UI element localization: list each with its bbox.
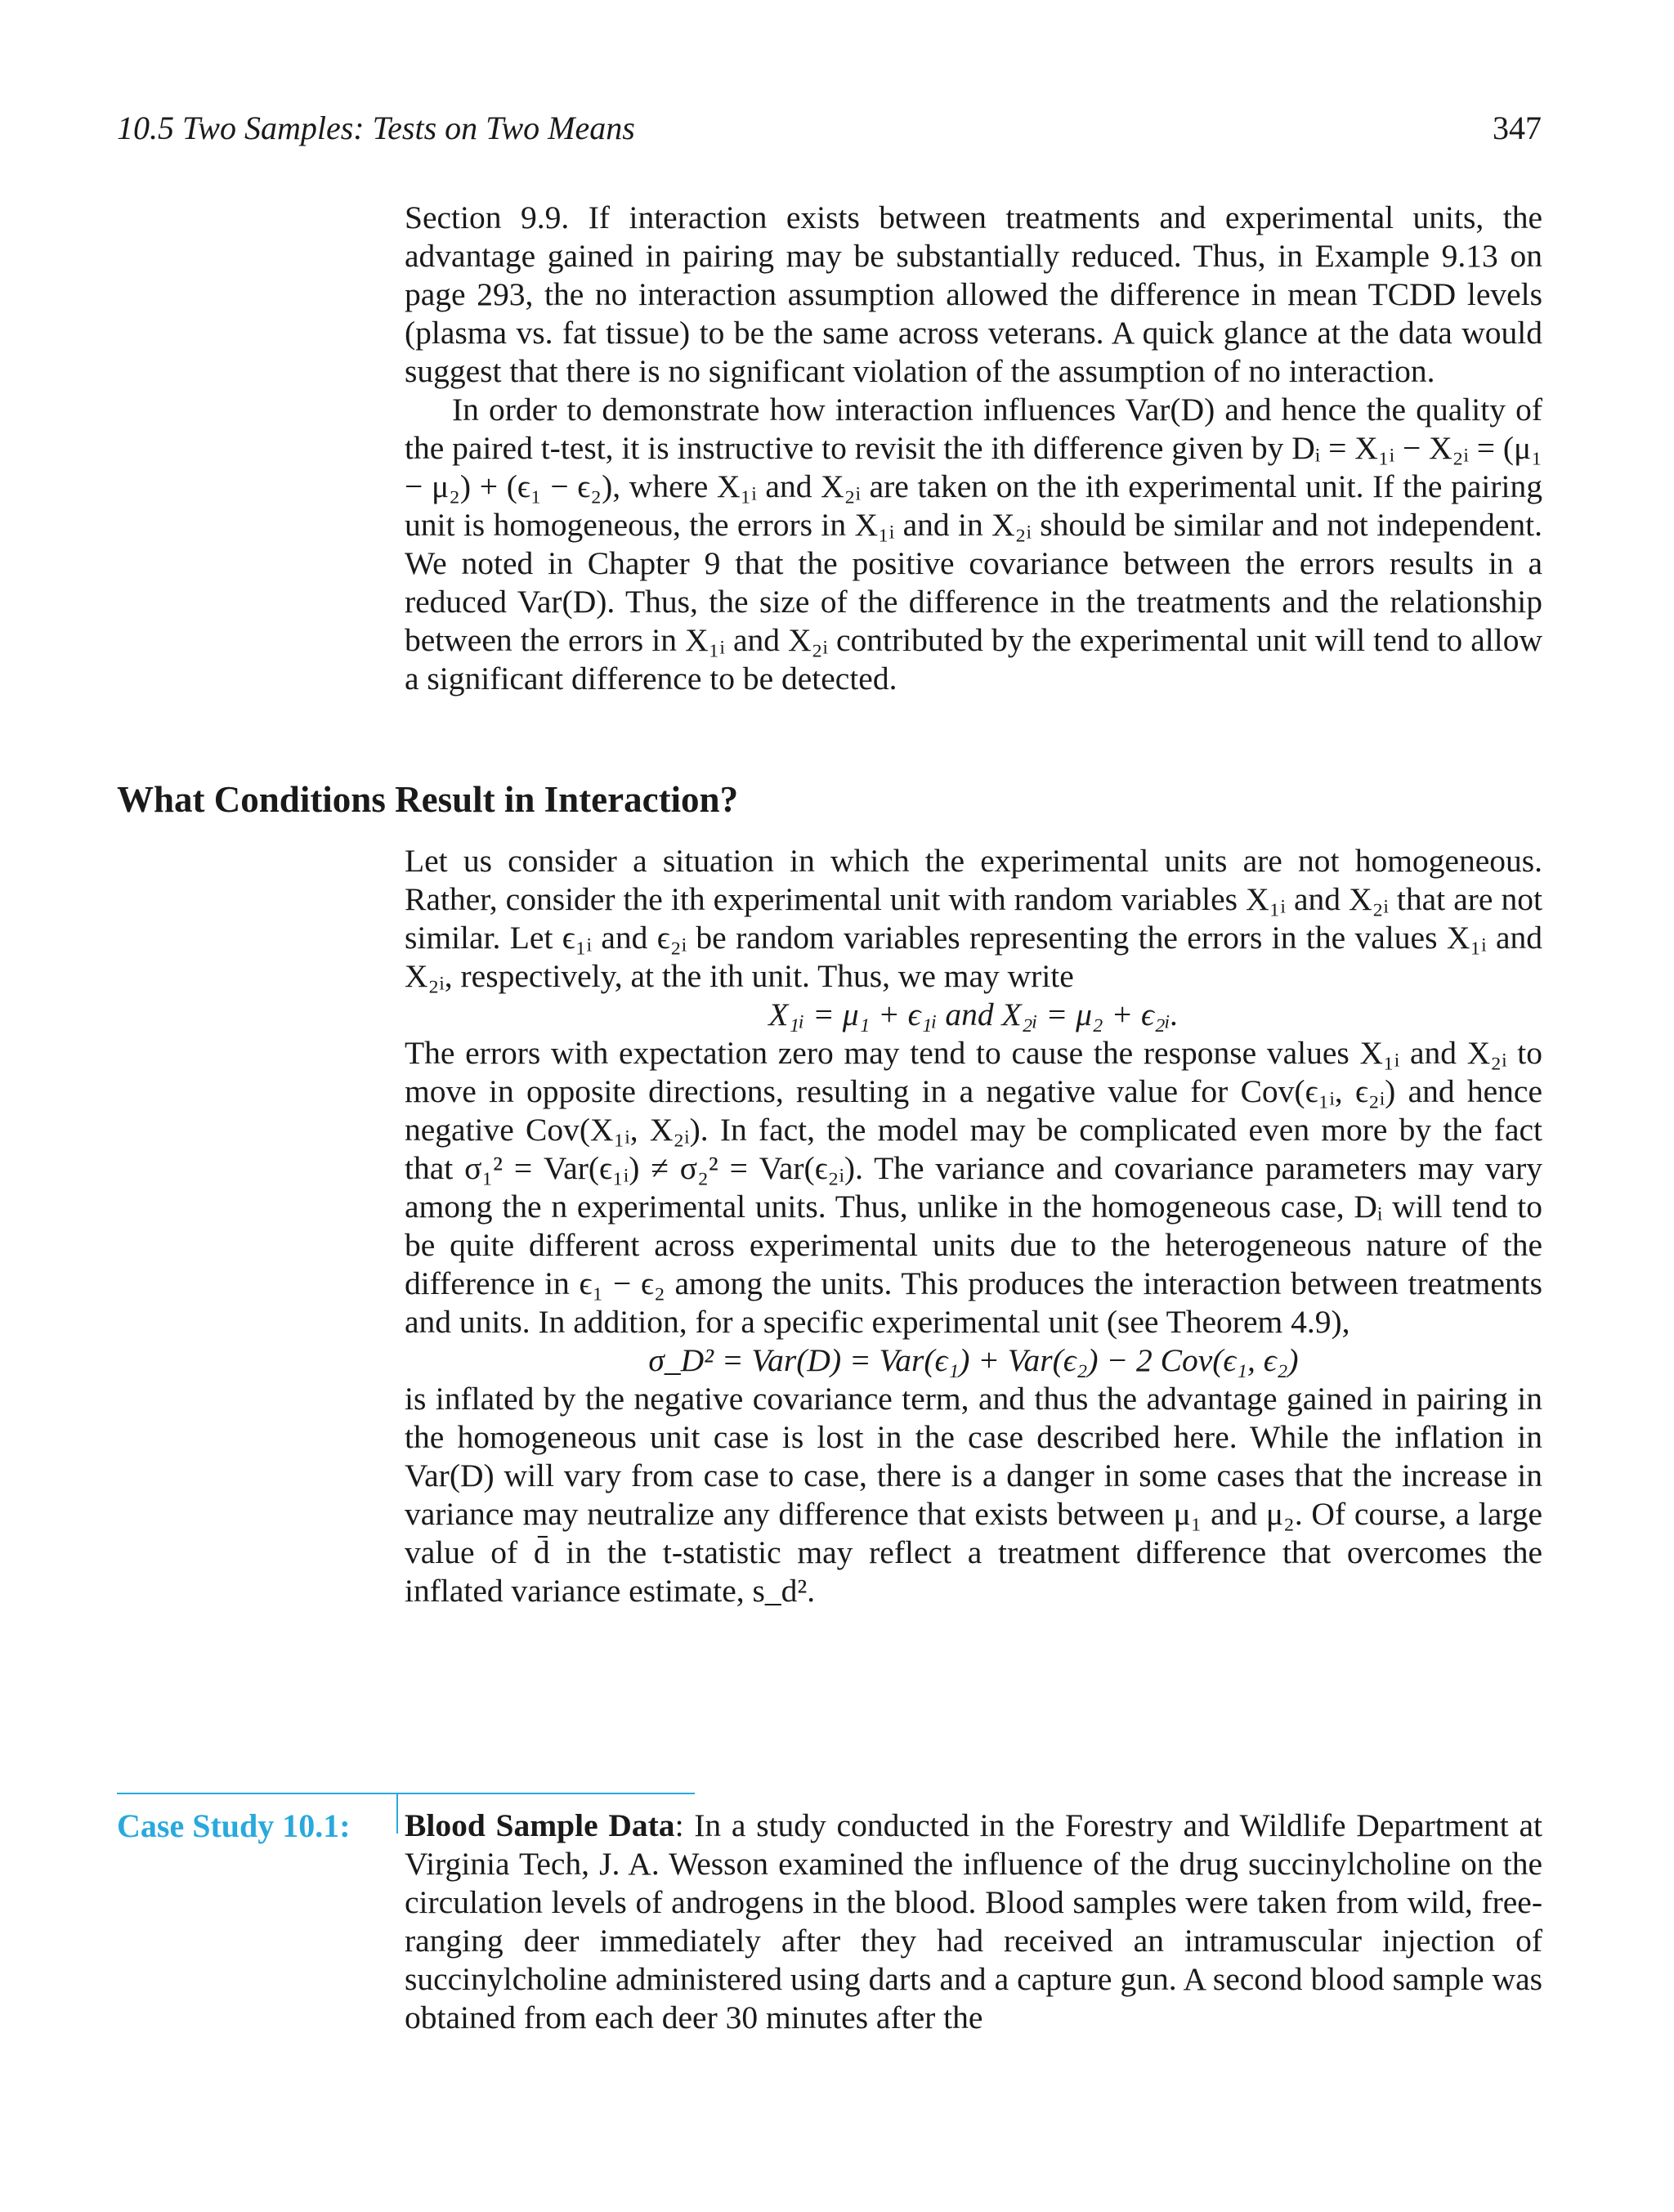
intro-text-block <box>405 199 1542 698</box>
case-study-label: Case Study 10.1: <box>117 1807 351 1844</box>
paragraph-5: is inflated by the negative covariance term, and thus the advantage gained in pairing in the homogeneous unit case is lost in the case described here. While the inflation in Var(D) will vary from case to case, there is a danger in some cases that the increase in variance may neutralize any difference that exists between μ₁ and μ₂. Of course, a large value of d̄ in the t-statistic may reflect a treatment difference that overcomes the inflated variance estimate, s_d². <box>405 1381 1542 1609</box>
case-study-vertical-rule <box>396 1793 398 1834</box>
paragraph-4: The errors with expectation zero may tend to cause the response values X₁ᵢ and X₂ᵢ to move in opposite directions, resulting in a negative value for Cov(ϵ₁ᵢ, ϵ₂ᵢ) and hence negative Cov(X₁ᵢ, X₂ᵢ). In fact, the model may be complicated even more by the fact that σ₁² = Var(ϵ₁ᵢ) ≠ σ₂² = Var(ϵ₂ᵢ). The variance and covariance parameters may vary among the n experimental units. Thus, unlike in the homogeneous case, Dᵢ will tend to be quite different across experimental units due to the heterogeneous nature of the difference in ϵ₁ − ϵ₂ among the units. This produces the interaction between treatments and units. In addition, for a specific experimental unit (see Theorem 4.9), <box>405 1035 1542 1340</box>
case-study-rule <box>117 1793 695 1794</box>
paragraph-2: In order to demonstrate how interaction influences Var(D) and hence the quality of the paired t-test, it is instructive to revisit the ith difference given by Dᵢ = X₁ᵢ − X₂ᵢ = (μ₁ − μ₂) + (ϵ₁ − ϵ₂), where X₁ᵢ and X₂ᵢ are taken on the ith experimental unit. If the pairing unit is homogeneous, the errors in X₁ᵢ and in X₂ᵢ should be similar and not independent. We noted in Chapter 9 that the positive covariance between the errors results in a reduced Var(D). Thus, the size of the difference in the treatments and the relationship between the errors in X₁ᵢ and X₂ᵢ contributed by the experimental unit will tend to allow a significant difference to be detected. <box>405 392 1542 696</box>
case-study-title: Blood Sample Data <box>405 1807 675 1843</box>
case-study-text: : In a study conducted in the Forestry and Wildlife Department at Virginia Tech, J. A. Wesson examined the influence of the drug succinylcholine on the circulation levels of androgens in the blood. Blood samples were taken from wild, free-ranging deer immediately after they had received an intramuscular injection of succinylcholine administered using darts and a capture gun. A second blood sample was obtained from each deer 30 minutes after the <box>405 1807 1542 2035</box>
section-title: 10.5 Two Samples: Tests on Two Means <box>117 110 635 146</box>
case-study-paragraph <box>405 1807 1542 2037</box>
paragraph-1: Section 9.9. If interaction exists between treatments and experimental units, the advantage gained in pairing may be substantially reduced. Thus, in Example 9.13 on page 293, the no interaction assumption allowed the difference in mean TCDD levels (plasma vs. fat tissue) to be the same across veterans. A quick glance at the data would suggest that there is no significant violation of the assumption of no interaction. <box>405 199 1542 389</box>
equation-2: σ_D² = Var(D) = Var(ϵ₁) + Var(ϵ₂) − 2 Cov(ϵ₁, ϵ₂) <box>648 1342 1299 1378</box>
equation-1: X₁ᵢ = μ₁ + ϵ₁ᵢ and X₂ᵢ = μ₂ + ϵ₂ᵢ. <box>768 996 1179 1032</box>
page-number: 347 <box>1493 110 1542 146</box>
running-header <box>117 109 1542 147</box>
case-study-text-block <box>405 1807 1542 2037</box>
paragraph-3: Let us consider a situation in which the experimental units are not homogeneous. Rather, consider the ith experimental unit with random variables X₁ᵢ and X₂ᵢ that are not similar. Let ϵ₁ᵢ and ϵ₂ᵢ be random variables representing the errors in the values X₁ᵢ and X₂ᵢ, respectively, at the ith unit. Thus, we may write <box>405 843 1542 994</box>
interaction-text-block <box>405 842 1542 1610</box>
section-heading: What Conditions Result in Interaction? <box>117 779 739 820</box>
